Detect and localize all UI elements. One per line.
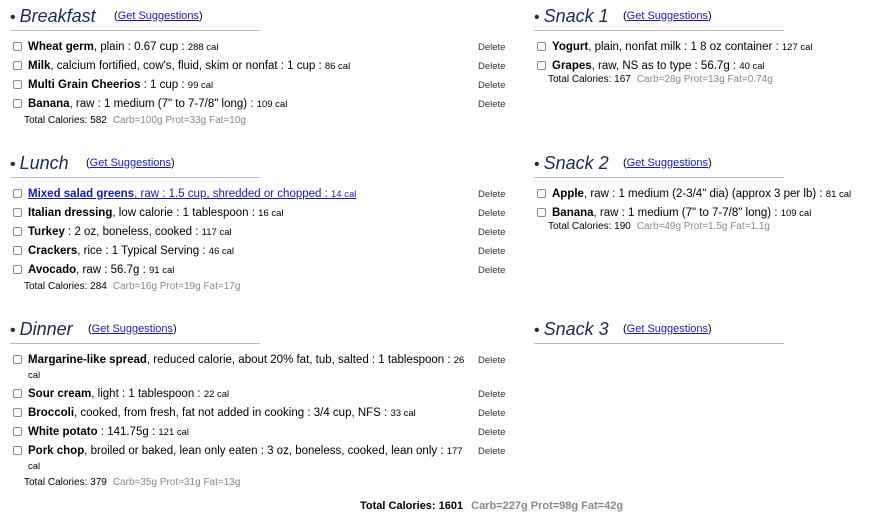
meal-totals xyxy=(10,281,510,292)
food-item xyxy=(534,40,874,55)
item-checkbox[interactable] xyxy=(13,61,22,70)
delete-link[interactable]: Delete xyxy=(478,408,506,419)
meal-dinner xyxy=(10,319,510,488)
grand-total-macros: Carb=227g Prot=98g Fat=42g xyxy=(471,500,624,512)
delete-link[interactable]: Delete xyxy=(478,355,506,366)
food-name: Sour cream xyxy=(28,388,92,400)
food-cal: 40 cal xyxy=(739,61,765,72)
divider xyxy=(10,343,260,344)
item-checkbox[interactable] xyxy=(13,208,22,217)
item-checkbox[interactable] xyxy=(13,42,22,51)
get-suggestions: (Get Suggestions) xyxy=(623,323,712,335)
get-suggestions-link[interactable]: Get Suggestions xyxy=(626,323,709,335)
food-cal: 127 cal xyxy=(781,42,813,53)
food-item xyxy=(10,425,510,440)
meal-breakfast xyxy=(10,6,510,126)
food-cal: 22 cal xyxy=(203,389,230,400)
item-checkbox[interactable] xyxy=(537,42,546,51)
meal-title: • Snack 1 xyxy=(534,6,609,26)
grand-total-calories: Total Calories: 1601 xyxy=(360,500,464,512)
delete-link[interactable]: Delete xyxy=(478,61,506,72)
meal-totals xyxy=(10,115,510,126)
meal-title: • Snack 2 xyxy=(534,153,609,173)
meal-totals xyxy=(534,221,874,232)
get-suggestions-link[interactable]: Get Suggestions xyxy=(91,323,174,335)
food-item xyxy=(10,187,510,202)
get-suggestions: (Get Suggestions) xyxy=(86,157,175,169)
divider xyxy=(10,177,260,178)
meal-title-text: Snack 2 xyxy=(543,153,609,173)
meal-title-text: Dinner xyxy=(19,319,73,339)
food-desc: : 141.75g : xyxy=(97,426,159,438)
meal-title-text: Snack 3 xyxy=(543,319,609,339)
meal-header xyxy=(534,319,874,347)
food-desc: , plain, nonfat milk : 1 8 oz container : xyxy=(588,41,782,53)
divider xyxy=(10,30,260,31)
food-desc: , raw : 1 medium (7" to 7-7/8" long) : xyxy=(593,207,781,219)
get-suggestions-link[interactable]: Get Suggestions xyxy=(626,10,709,22)
food-name: Wheat germ xyxy=(28,41,94,53)
food-item xyxy=(10,244,510,259)
delete-link[interactable]: Delete xyxy=(478,99,506,110)
meal-header xyxy=(534,6,874,34)
meal-totals xyxy=(534,74,874,85)
food-item xyxy=(10,444,506,474)
divider xyxy=(534,343,784,344)
food-desc: , rice : 1 Typical Serving : xyxy=(77,245,209,257)
food-name: Apple xyxy=(552,188,584,200)
food-desc: , raw : 1 medium (7" to 7-7/8" long) : xyxy=(69,98,257,110)
food-item xyxy=(10,263,510,278)
food-cal: 109 cal xyxy=(256,99,288,110)
food-item xyxy=(10,387,510,402)
food-cal: 109 cal xyxy=(780,208,812,219)
food-name: Italian dressing xyxy=(28,207,113,219)
meal-header xyxy=(534,153,874,181)
delete-link[interactable]: Delete xyxy=(478,42,506,53)
food-item xyxy=(10,406,510,421)
food-desc: : 2 oz, boneless, cooked : xyxy=(64,226,202,238)
item-checkbox[interactable] xyxy=(13,227,22,236)
delete-link[interactable]: Delete xyxy=(478,427,506,438)
food-desc: , raw : 1 medium (2-3/4" dia) (approx 3 per lb) : xyxy=(583,188,826,200)
delete-link[interactable]: Delete xyxy=(478,80,506,91)
total-calories: Total Calories: 190 xyxy=(548,221,631,232)
total-calories: Total Calories: 582 xyxy=(24,115,107,126)
food-item xyxy=(10,206,510,221)
food-name: Banana xyxy=(28,98,70,110)
food-name: Margarine-like spread xyxy=(28,354,147,366)
food-name: Mixed salad greens xyxy=(28,188,135,200)
food-name: Turkey xyxy=(28,226,65,238)
get-suggestions-link[interactable]: Get Suggestions xyxy=(117,10,200,22)
food-item xyxy=(534,59,874,74)
food-desc: , plain : 0.67 cup : xyxy=(93,41,188,53)
meal-title: • Breakfast xyxy=(10,6,96,26)
get-suggestions: (Get Suggestions) xyxy=(88,323,177,335)
item-checkbox[interactable] xyxy=(13,408,22,417)
divider xyxy=(534,177,784,178)
food-item xyxy=(10,97,510,112)
total-calories: Total Calories: 379 xyxy=(24,477,107,488)
food-cal: 117 cal xyxy=(201,227,232,238)
delete-link[interactable]: Delete xyxy=(478,246,506,257)
food-item xyxy=(534,206,874,221)
macros: Carb=16g Prot=19g Fat=17g xyxy=(112,281,241,292)
food-name: Yogurt xyxy=(552,41,589,53)
food-cal: 121 cal xyxy=(158,427,190,438)
macros: Carb=100g Prot=33g Fat=10g xyxy=(112,115,246,126)
delete-link[interactable]: Delete xyxy=(478,227,506,238)
food-cal: 91 cal xyxy=(149,265,175,276)
meal-totals xyxy=(10,477,510,488)
food-link[interactable] xyxy=(28,188,356,200)
item-checkbox[interactable] xyxy=(13,446,22,455)
meal-title-text: Snack 1 xyxy=(543,6,609,26)
food-name: Crackers xyxy=(28,245,78,257)
food-cal: 16 cal xyxy=(258,208,284,219)
food-desc: , low calorie : 1 tablespoon : xyxy=(112,207,259,219)
get-suggestions: (Get Suggestions) xyxy=(114,10,203,22)
food-item xyxy=(10,225,510,240)
meal-snack3 xyxy=(534,319,874,347)
food-desc: , broiled or baked, lean only eaten : 3 oz, boneless, cooked, lean only : xyxy=(84,445,447,457)
get-suggestions-link[interactable]: Get Suggestions xyxy=(626,157,709,169)
item-checkbox[interactable] xyxy=(13,355,22,364)
item-checkbox[interactable] xyxy=(13,80,22,89)
food-cal: 33 cal xyxy=(390,408,416,419)
food-cal: 86 cal xyxy=(324,61,351,72)
macros: Carb=28g Prot=13g Fat=0.74g xyxy=(636,74,773,85)
divider xyxy=(534,30,784,31)
delete-link[interactable]: Delete xyxy=(478,208,506,219)
item-checkbox[interactable] xyxy=(13,99,22,108)
get-suggestions: (Get Suggestions) xyxy=(623,10,712,22)
food-desc: , raw : 56.7g : xyxy=(76,264,150,276)
item-checkbox[interactable] xyxy=(537,189,546,198)
delete-link[interactable]: Delete xyxy=(478,189,506,200)
food-cal: 46 cal xyxy=(208,246,235,257)
item-checkbox[interactable] xyxy=(13,265,22,274)
meal-snack2 xyxy=(534,153,874,232)
food-name: Grapes xyxy=(552,60,592,72)
delete-link[interactable]: Delete xyxy=(478,265,506,276)
food-desc: : 1 cup : xyxy=(140,79,188,91)
grand-total xyxy=(360,500,623,512)
food-name: Banana xyxy=(552,207,594,219)
macros: Carb=35g Prot=31g Fat=13g xyxy=(112,477,241,488)
meal-title-text: Lunch xyxy=(19,153,69,173)
food-name: White potato xyxy=(28,426,98,438)
meal-header xyxy=(10,6,510,34)
food-cal: 99 cal xyxy=(187,80,214,91)
item-checkbox[interactable] xyxy=(537,61,546,70)
food-name: Milk xyxy=(28,60,51,72)
total-calories: Total Calories: 284 xyxy=(24,281,107,292)
food-desc: , raw, NS as to type : 56.7g : xyxy=(591,60,740,72)
get-suggestions: (Get Suggestions) xyxy=(623,157,712,169)
item-checkbox[interactable] xyxy=(13,389,22,398)
food-item xyxy=(10,353,506,383)
item-checkbox[interactable] xyxy=(13,246,22,255)
food-name: Avocado xyxy=(28,264,77,276)
meal-title: • Dinner xyxy=(10,319,73,339)
meal-lunch xyxy=(10,153,510,292)
item-checkbox[interactable] xyxy=(537,208,546,217)
macros: Carb=49g Prot=1.5g Fat=1.1g xyxy=(636,221,770,232)
food-desc: , raw : 1.5 cup, shredded or chopped : xyxy=(134,188,332,200)
delete-link[interactable]: Delete xyxy=(478,389,506,400)
food-item xyxy=(534,187,874,202)
meal-title: • Snack 3 xyxy=(534,319,609,339)
meal-snack1 xyxy=(534,6,874,85)
food-cal: 14 cal xyxy=(331,189,357,200)
meal-header xyxy=(10,319,510,347)
meal-title-text: Breakfast xyxy=(19,6,96,26)
food-cal: 26 cal xyxy=(28,355,465,381)
food-name: Multi Grain Cheerios xyxy=(28,79,141,91)
food-item xyxy=(10,40,510,55)
food-item xyxy=(10,78,510,93)
item-checkbox[interactable] xyxy=(13,427,22,436)
food-name: Pork chop xyxy=(28,445,85,457)
delete-link[interactable]: Delete xyxy=(478,446,506,457)
total-calories: Total Calories: 167 xyxy=(548,74,631,85)
meal-header xyxy=(10,153,510,181)
item-checkbox[interactable] xyxy=(13,189,22,198)
food-item xyxy=(10,59,510,74)
food-cal: 177 cal xyxy=(28,446,463,472)
food-cal: 288 cal xyxy=(187,42,219,53)
get-suggestions-link[interactable]: Get Suggestions xyxy=(89,157,172,169)
food-desc: , cooked, from fresh, fat not added in cooking : 3/4 cup, NFS : xyxy=(74,407,391,419)
food-desc: , light : 1 tablespoon : xyxy=(91,388,204,400)
meal-title: • Lunch xyxy=(10,153,69,173)
food-desc: , calcium fortified, cow's, fluid, skim or nonfat : 1 cup : xyxy=(50,60,325,72)
food-desc: , reduced calorie, about 20% fat, tub, salted : 1 tablespoon : xyxy=(146,354,454,366)
food-cal: 81 cal xyxy=(825,189,852,200)
food-name: Broccoli xyxy=(28,407,75,419)
